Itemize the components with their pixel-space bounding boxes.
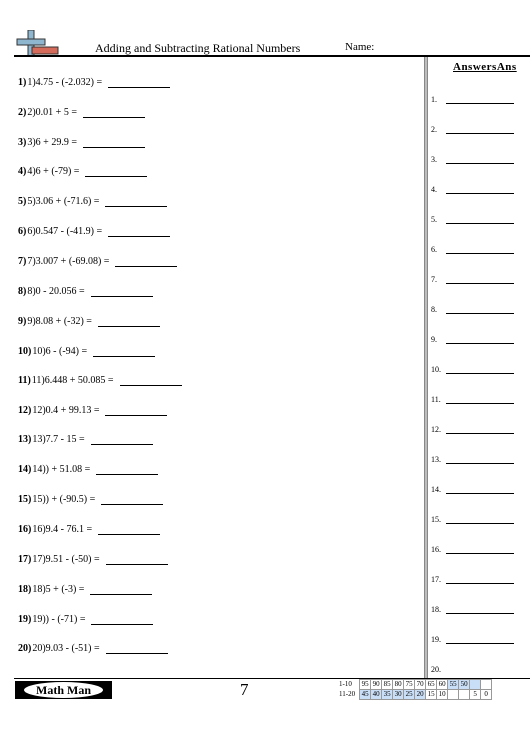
answer-line[interactable] [446, 633, 514, 644]
answer-row [431, 630, 514, 644]
problem [18, 370, 182, 390]
answer-number: 16. [431, 545, 441, 554]
answer-blank[interactable] [91, 434, 153, 445]
problem-number: 10) [18, 345, 32, 357]
problem-text: 4)6 + (-79) = [27, 165, 80, 177]
problem-number: 2) [18, 106, 27, 118]
answer-blank[interactable] [106, 643, 168, 654]
answer-blank[interactable] [96, 464, 158, 475]
answer-number: 13. [431, 455, 441, 464]
score-cell: 90 [372, 680, 380, 688]
score-row-label: 11-20 [339, 690, 356, 698]
score-table [338, 679, 492, 700]
problem-text: 15)) + (-90.5) = [32, 493, 96, 505]
answer-number: 10. [431, 365, 441, 374]
answer-number: 12. [431, 425, 441, 434]
answer-number: 1. [431, 95, 437, 104]
answer-number: 15. [431, 515, 441, 524]
answer-number: 19. [431, 635, 441, 644]
problem-text: 6)0.547 - (-41.9) = [27, 225, 103, 237]
problem [18, 72, 170, 92]
score-cell: 10 [438, 690, 446, 698]
answer-row [431, 90, 514, 104]
problem-text: 13)7.7 - 15 = [32, 433, 85, 445]
problem-text: 19)) - (-71) = [32, 613, 86, 625]
score-cell: 35 [383, 690, 391, 698]
problem-number: 15) [18, 493, 32, 505]
problem-text: 20)9.03 - (-51) = [32, 642, 100, 654]
answer-blank[interactable] [108, 226, 170, 237]
answer-row [431, 570, 514, 584]
answer-row [431, 360, 514, 374]
problem [18, 489, 163, 509]
problem-text: 10)6 - (-94) = [32, 345, 88, 357]
answer-line[interactable] [446, 483, 514, 494]
score-row [338, 680, 492, 690]
answer-number: 7. [431, 275, 437, 284]
answer-line[interactable] [446, 93, 514, 104]
name-label: Name: [345, 41, 375, 53]
score-cell: 50 [460, 680, 468, 688]
score-cell: 65 [427, 680, 435, 688]
answer-line[interactable] [446, 573, 514, 584]
problem [18, 579, 152, 599]
answer-number: 3. [431, 155, 437, 164]
score-cell: 75 [405, 680, 413, 688]
problem-number: 12) [18, 404, 32, 416]
answer-row [431, 600, 514, 614]
math-man-logo [15, 681, 112, 699]
plus-minus-logo-icon [14, 30, 60, 58]
answer-line[interactable] [446, 513, 514, 524]
problem [18, 191, 167, 211]
problem-number: 4) [18, 165, 27, 177]
answer-blank[interactable] [101, 494, 163, 505]
problem [18, 251, 177, 271]
answer-number: 14. [431, 485, 441, 494]
problem-text: 16)9.4 - 76.1 = [32, 523, 93, 535]
problem [18, 519, 160, 539]
problem-number: 20) [18, 642, 32, 654]
score-cell: 30 [394, 690, 402, 698]
answer-number: 6. [431, 245, 437, 254]
problem [18, 311, 160, 331]
answer-line[interactable] [446, 333, 514, 344]
problem [18, 281, 153, 301]
score-cell [448, 690, 459, 700]
score-cell: 95 [361, 680, 369, 688]
problem [18, 161, 147, 181]
problem-text: 18)5 + (-3) = [32, 583, 85, 595]
answer-blank[interactable] [108, 77, 170, 88]
problem-number: 5) [18, 195, 27, 207]
answer-row [431, 120, 514, 134]
score-cell: 55 [449, 680, 457, 688]
problem [18, 638, 168, 658]
column-divider [424, 57, 428, 679]
answer-row [431, 480, 514, 494]
answer-row [431, 390, 514, 404]
answer-line[interactable] [446, 123, 514, 134]
brand-text: Math Man [24, 682, 103, 698]
score-cell: 15 [427, 690, 435, 698]
problem-text: 7)3.007 + (-69.08) = [27, 255, 110, 267]
problem [18, 459, 158, 479]
answer-number: 18. [431, 605, 441, 614]
score-cell: 20 [416, 690, 424, 698]
answer-blank[interactable] [83, 137, 145, 148]
problem [18, 549, 168, 569]
answer-row [431, 450, 514, 464]
answer-number: 11. [431, 395, 441, 404]
problem [18, 429, 153, 449]
answer-blank[interactable] [120, 375, 182, 386]
score-cell: 40 [372, 690, 380, 698]
problem-text: 12)0.4 + 99.13 = [32, 404, 100, 416]
answer-line[interactable] [446, 273, 514, 284]
answer-line[interactable] [446, 213, 514, 224]
answer-line[interactable] [446, 153, 514, 164]
problem-number: 14) [18, 463, 32, 475]
answer-blank[interactable] [98, 524, 160, 535]
problem-number: 13) [18, 433, 32, 445]
score-cell: 70 [416, 680, 424, 688]
answer-line[interactable] [446, 543, 514, 554]
score-row [338, 690, 492, 700]
answer-row [431, 240, 514, 254]
problem-number: 1) [18, 76, 27, 88]
answer-blank[interactable] [85, 166, 147, 177]
problem-number: 11) [18, 374, 31, 386]
answer-blank[interactable] [98, 316, 160, 327]
score-cell: 80 [394, 680, 402, 688]
answer-blank[interactable] [105, 196, 167, 207]
answer-row [431, 180, 514, 194]
problem-number: 16) [18, 523, 32, 535]
answer-row [431, 270, 514, 284]
answer-blank[interactable] [106, 554, 168, 565]
problem-number: 9) [18, 315, 27, 327]
answer-number: 20. [431, 665, 441, 674]
problem-number: 19) [18, 613, 32, 625]
answer-blank[interactable] [83, 107, 145, 118]
score-cell [470, 680, 481, 690]
answer-line[interactable] [446, 603, 514, 614]
problem-text: 5)3.06 + (-71.6) = [27, 195, 100, 207]
worksheet-title: Adding and Subtracting Rational Numbers [95, 41, 301, 55]
answer-row [431, 510, 514, 524]
answer-line[interactable] [446, 423, 514, 434]
answer-number: 2. [431, 125, 437, 134]
answer-number: 9. [431, 335, 437, 344]
problem-text: 2)0.01 + 5 = [27, 106, 77, 118]
problem-number: 3) [18, 136, 27, 148]
problem-number: 8) [18, 285, 27, 297]
answer-line[interactable] [446, 453, 514, 464]
score-cell: 60 [438, 680, 446, 688]
answer-line[interactable] [446, 393, 514, 404]
answer-blank[interactable] [115, 256, 177, 267]
answer-number: 4. [431, 185, 437, 194]
answer-number: 17. [431, 575, 441, 584]
problem [18, 102, 145, 122]
answer-line[interactable] [446, 363, 514, 374]
answer-row [431, 660, 446, 674]
answer-blank[interactable] [93, 346, 155, 357]
answer-row [431, 420, 514, 434]
answer-line[interactable] [446, 303, 514, 314]
problem-number: 7) [18, 255, 27, 267]
score-cell [481, 680, 492, 690]
problem [18, 609, 153, 629]
answer-row [431, 300, 514, 314]
score-cell: 25 [405, 690, 413, 698]
header-rule [14, 55, 530, 57]
score-cell: 5 [470, 690, 481, 700]
answer-line[interactable] [446, 243, 514, 254]
score-cell: 85 [383, 680, 391, 688]
score-cell: 45 [361, 690, 369, 698]
problem-number: 6) [18, 225, 27, 237]
problem-text: 1)4.75 - (-2.032) = [27, 76, 103, 88]
problem-text: 14)) + 51.08 = [32, 463, 91, 475]
answer-blank[interactable] [90, 584, 152, 595]
problem [18, 341, 155, 361]
answer-number: 5. [431, 215, 437, 224]
answer-row [431, 150, 514, 164]
problem-number: 17) [18, 553, 32, 565]
answer-blank[interactable] [91, 614, 153, 625]
problem-text: 8)0 - 20.056 = [27, 285, 85, 297]
score-cell: 0 [481, 690, 492, 700]
problem-text: 3)6 + 29.9 = [27, 136, 77, 148]
answer-blank[interactable] [91, 286, 153, 297]
problem-text: 17)9.51 - (-50) = [32, 553, 100, 565]
answer-blank[interactable] [105, 405, 167, 416]
score-cell [459, 690, 470, 700]
answer-row [431, 540, 514, 554]
problem [18, 400, 167, 420]
score-row-label: 1-10 [339, 680, 352, 688]
answers-heading: AnswersAns [453, 61, 517, 73]
answer-row [431, 210, 514, 224]
problem-text: 11)6.448 + 50.085 = [31, 374, 114, 386]
problem [18, 132, 145, 152]
page-number: 7 [240, 680, 249, 699]
answer-line[interactable] [446, 183, 514, 194]
problem-number: 18) [18, 583, 32, 595]
problem-text: 9)8.08 + (-32) = [27, 315, 92, 327]
problem [18, 221, 170, 241]
answer-row [431, 330, 514, 344]
answer-number: 8. [431, 305, 437, 314]
